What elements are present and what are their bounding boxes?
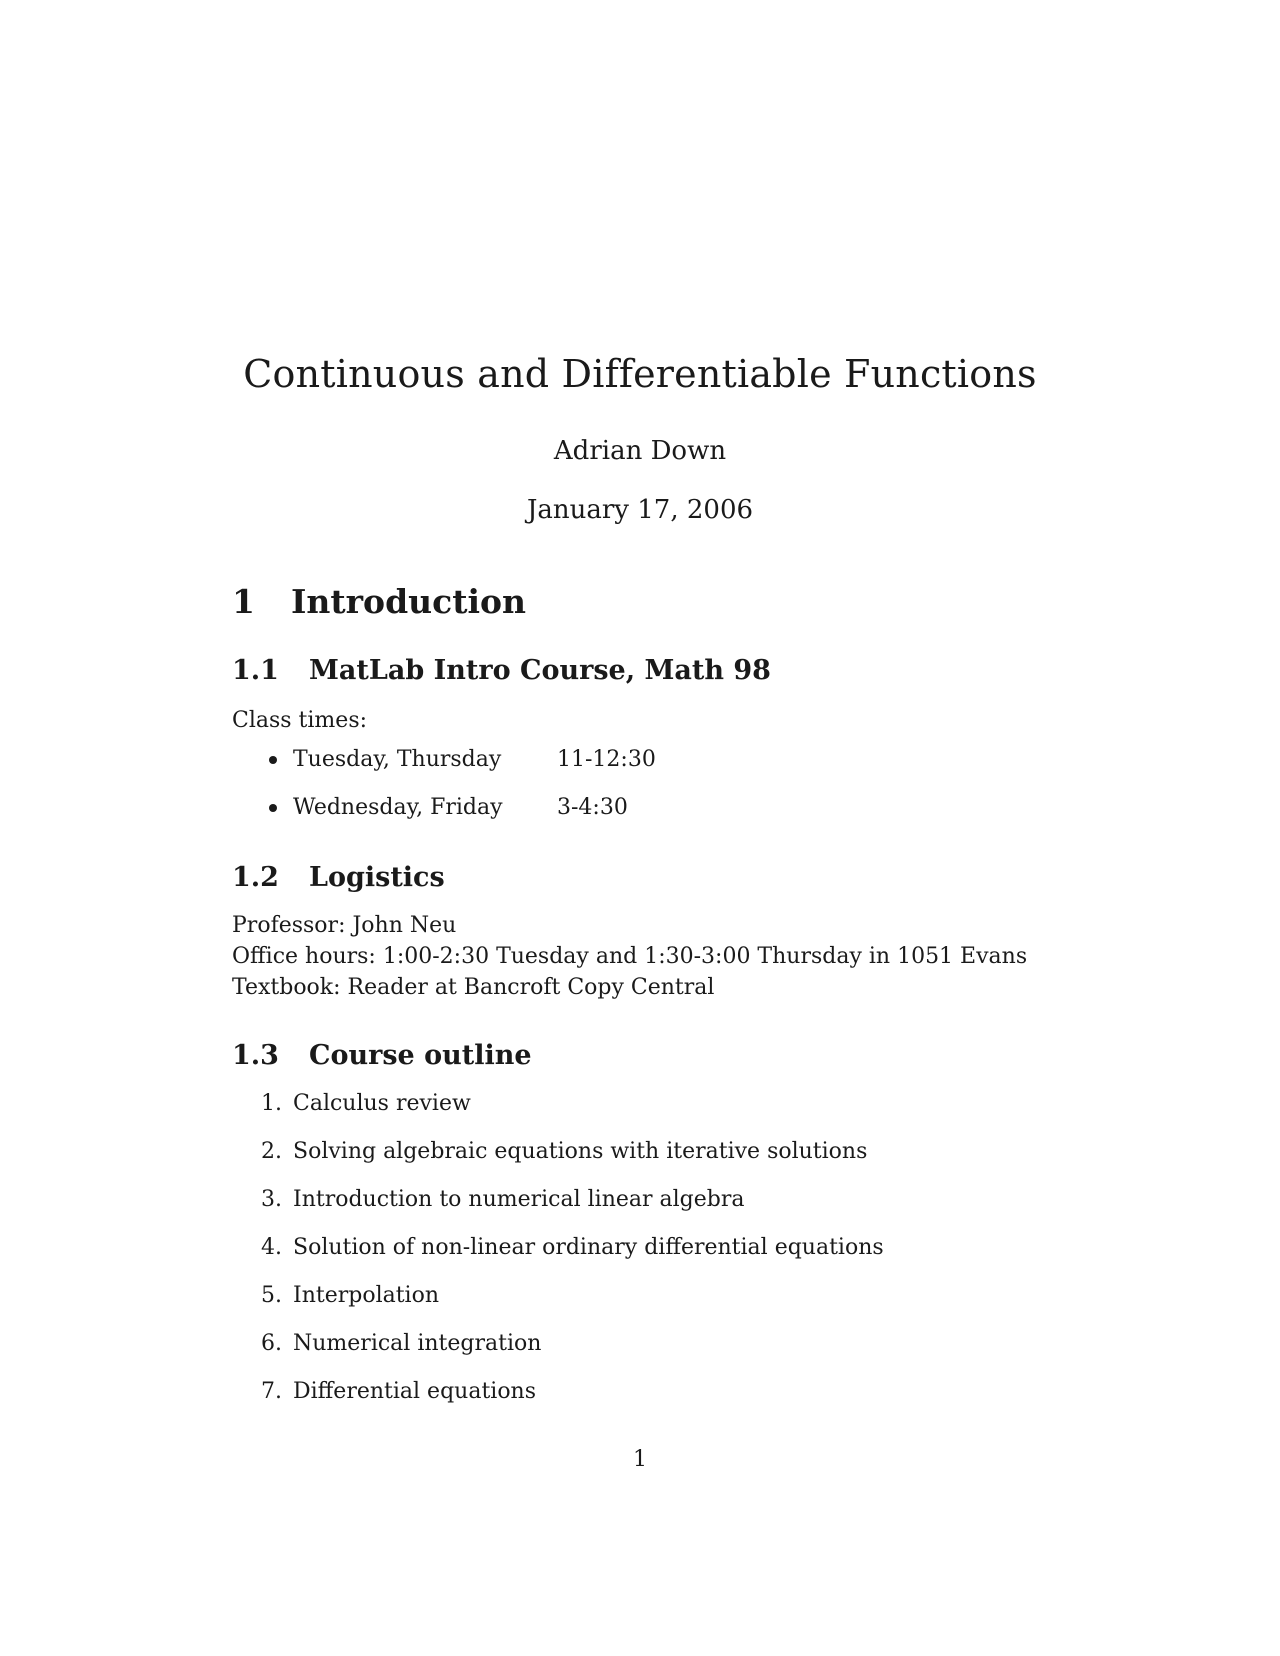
class-times-label: Class times: (232, 708, 368, 733)
textbook-line: Textbook: Reader at Bancroft Copy Central (232, 975, 715, 1000)
list-item-marker: 4. (261, 1235, 282, 1260)
bullet-icon (269, 804, 277, 812)
subsection-number: 1.3 (232, 1040, 279, 1071)
list-item-marker: 5. (261, 1283, 282, 1308)
list-item-marker: 3. (261, 1187, 282, 1212)
subsection-title: MatLab Intro Course, Math 98 (309, 655, 771, 686)
list-item-marker: 1. (261, 1091, 282, 1116)
list-item: Solving algebraic equations with iterative solutions (293, 1139, 868, 1164)
list-item: Interpolation (293, 1283, 440, 1308)
section-title: Introduction (291, 582, 527, 621)
class-days: Wednesday, Friday (293, 795, 503, 820)
subsection-number: 1.2 (232, 862, 279, 893)
section-number: 1 (232, 582, 255, 621)
list-item: Numerical integration (293, 1331, 542, 1356)
page-number: 1 (633, 1447, 647, 1472)
list-item-marker: 7. (261, 1379, 282, 1404)
list-item: Differential equations (293, 1379, 537, 1404)
list-item: Introduction to numerical linear algebra (293, 1187, 745, 1212)
list-item-marker: 6. (261, 1331, 282, 1356)
class-time: 3-4:30 (557, 795, 628, 820)
professor-line: Professor: John Neu (232, 913, 457, 938)
office-hours-line: Office hours: 1:00-2:30 Tuesday and 1:30-3:00 Thursday in 1051 Evans (232, 944, 1028, 969)
list-item: Solution of non-linear ordinary differential equations (293, 1235, 884, 1260)
list-item: Calculus review (293, 1091, 471, 1116)
subsection-title: Logistics (309, 862, 445, 893)
document-author: Adrian Down (553, 436, 727, 466)
class-days: Tuesday, Thursday (293, 747, 502, 772)
bullet-icon (269, 756, 277, 764)
list-item-marker: 2. (261, 1139, 282, 1164)
subsection-number: 1.1 (232, 655, 279, 686)
class-time: 11-12:30 (557, 747, 656, 772)
document-date: January 17, 2006 (526, 495, 754, 525)
subsection-title: Course outline (309, 1040, 532, 1071)
document-title: Continuous and Differentiable Functions (243, 352, 1037, 396)
